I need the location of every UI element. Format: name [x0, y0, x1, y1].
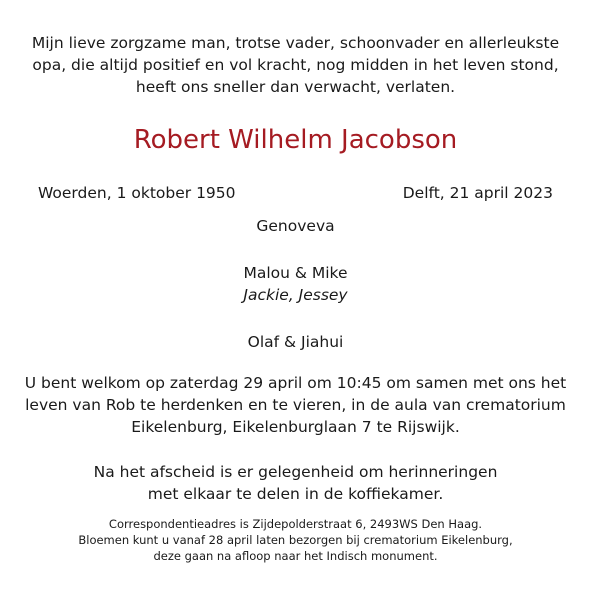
birth-place-date: Woerden, 1 oktober 1950: [38, 184, 236, 202]
service-line: U bent welkom op zaterdag 29 april om 10:45 om samen met ons het: [24, 374, 567, 392]
dates-row: [38, 182, 553, 204]
footer-line: deze gaan na afloop naar het Indisch monument.: [153, 549, 438, 563]
intro-line: heeft ons sneller dan verwacht, verlaten.: [135, 78, 456, 96]
after-text: [20, 461, 571, 505]
footer-notes: [20, 516, 571, 564]
service-text: [20, 372, 571, 438]
child-family-2: Olaf & Jiahui: [247, 333, 344, 351]
intro-line: opa, die altijd positief en vol kracht, nog midden in het leven stond,: [32, 56, 559, 74]
grandchildren-1: Jackie, Jessey: [243, 286, 348, 304]
death-place-date: Delft, 21 april 2023: [402, 184, 553, 202]
intro-text: [20, 32, 571, 98]
service-line: Eikelenburg, Eikelenburglaan 7 te Rijswijk.: [131, 418, 460, 436]
footer-line: Bloemen kunt u vanaf 28 april laten bezorgen bij crematorium Eikelenburg,: [78, 533, 513, 547]
after-line: met elkaar te delen in de koffiekamer.: [147, 485, 444, 503]
service-line: leven van Rob te herdenken en te vieren, in de aula van crematorium: [25, 396, 566, 414]
deceased-name: Robert Wilhelm Jacobson: [133, 125, 458, 155]
footer-line: Correspondentieadres is Zijdepolderstraat 6, 2493WS Den Haag.: [108, 517, 483, 531]
after-line: Na het afscheid is er gelegenheid om herinneringen: [93, 463, 498, 481]
intro-line: Mijn lieve zorgzame man, trotse vader, schoonvader en allerleukste: [31, 34, 560, 52]
spouse-name: Genoveva: [256, 217, 335, 235]
child-family-1: Malou & Mike: [243, 264, 348, 282]
